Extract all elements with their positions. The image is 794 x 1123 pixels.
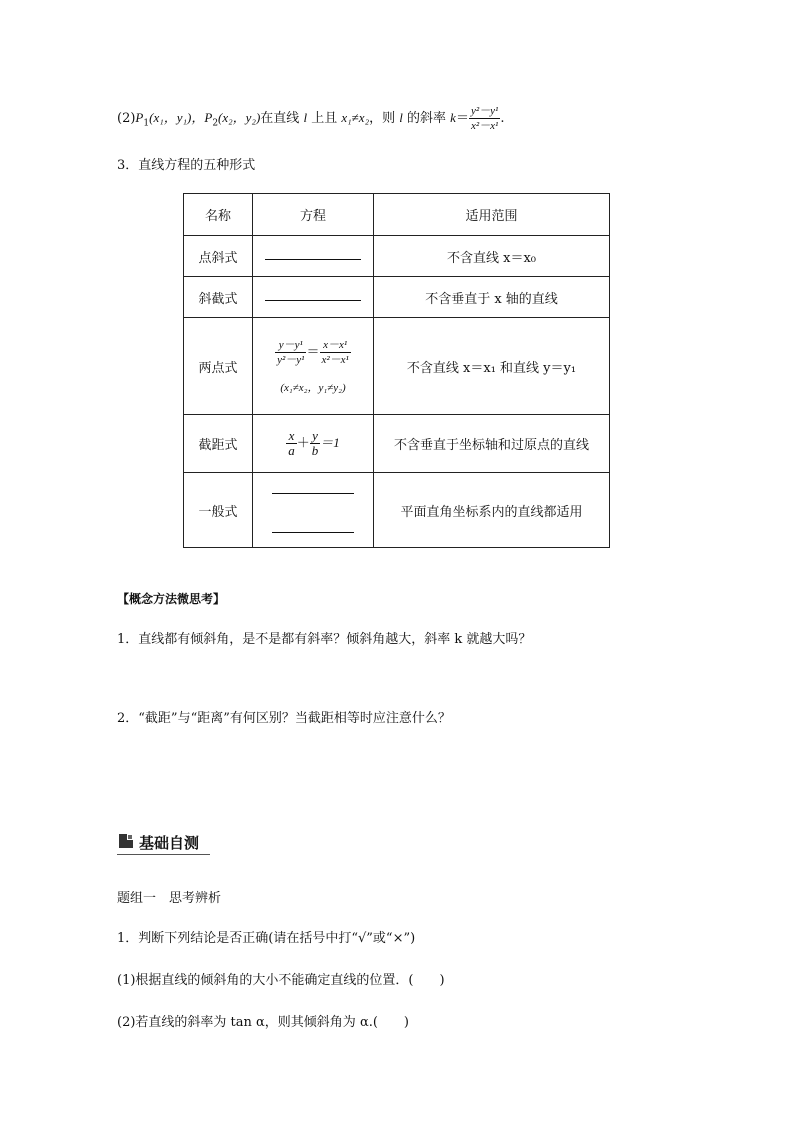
p2-coords: (x₂，y₂) (218, 110, 261, 125)
slope-fraction: $\frac{\text{y²－y¹}}{\text{x²－x¹}}$ (470, 105, 499, 132)
exercise-1-item-1: (1)根据直线的倾斜角的大小不能确定直线的位置．( ) (117, 973, 445, 988)
exercise-1: 1．判断下列结论是否正确(请在括号中打“√”或“×”) (117, 931, 416, 946)
table-header-row (184, 194, 610, 236)
section-3-title: 3．直线方程的五种形式 (117, 158, 256, 173)
answer-blank (265, 249, 361, 260)
line-equation-forms-table (183, 193, 610, 548)
basic-self-test-heading (117, 830, 210, 855)
header-equation: 方程 (253, 194, 374, 236)
square-icon (119, 834, 133, 848)
row-name: 两点式 (184, 318, 253, 415)
two-point-equation: $\frac{\text{y－y¹}}{\text{y²－y¹}}$ ＝ $\frac{\text{x－x¹}}{\text{x²－x¹}}$ (x₁≠x₂，y₁≠y₂) (253, 318, 374, 415)
question-2: 2．“截距”与“距离”有何区别？当截距相等时应注意什么？ (117, 711, 451, 726)
concept-section-title: 【概念方法微思考】 (117, 592, 226, 606)
heading-text: 基础自测 (139, 834, 200, 852)
slope-formula-line: $(2)P_1(x_1$，y₁)，$P_2(x_2$，y₂)在直线 l 上且 x₁≠x₂，则 l 的斜率 k＝ $\frac{\text{y²－y¹}}{\text{x²－x¹}}$ . (117, 105, 505, 132)
row-scope: 不含垂直于坐标轴和过原点的直线 (374, 415, 610, 473)
group-title: 题组一 思考辨析 (117, 891, 222, 906)
row-name: 截距式 (184, 415, 253, 473)
answer-blank (272, 483, 354, 494)
row-name: 斜截式 (184, 277, 253, 318)
header-scope: 适用范围 (374, 194, 610, 236)
intercept-equation: $\frac{x}{a}$ ＋ $\frac{y}{b}$ ＝1 (253, 415, 374, 473)
equation-blank (253, 236, 374, 277)
table-row (184, 318, 610, 415)
answer-blank (272, 522, 354, 533)
row-scope: 不含直线 x＝x₁ 和直线 y＝y₁ (374, 318, 610, 415)
equation-condition: (x₁≠x₂，y₁≠y₂) (280, 381, 346, 394)
exercise-1-item-2: (2)若直线的斜率为 tan α，则其倾斜角为 α.( ) (117, 1015, 409, 1030)
row-name: 一般式 (184, 473, 253, 548)
answer-blank (265, 290, 361, 301)
header-name: 名称 (184, 194, 253, 236)
row-scope: 不含直线 x＝x₀ (374, 236, 610, 277)
p1-symbol: P (135, 110, 144, 125)
table-row (184, 415, 610, 473)
equation-blank (253, 473, 374, 548)
p1-coords: (x₁，y₁)， (149, 110, 205, 125)
row-name: 点斜式 (184, 236, 253, 277)
table-row (184, 473, 610, 548)
table-row (184, 236, 610, 277)
question-1: 1．直线都有倾斜角，是不是都有斜率？倾斜角越大，斜率 k 就越大吗？ (117, 632, 532, 647)
equation-blank (253, 277, 374, 318)
table-row (184, 277, 610, 318)
condition: x₁≠x₂ (341, 110, 370, 125)
row-scope: 平面直角坐标系内的直线都适用 (374, 473, 610, 548)
row-scope: 不含垂直于 x 轴的直线 (374, 277, 610, 318)
p2-symbol: P (204, 110, 213, 125)
